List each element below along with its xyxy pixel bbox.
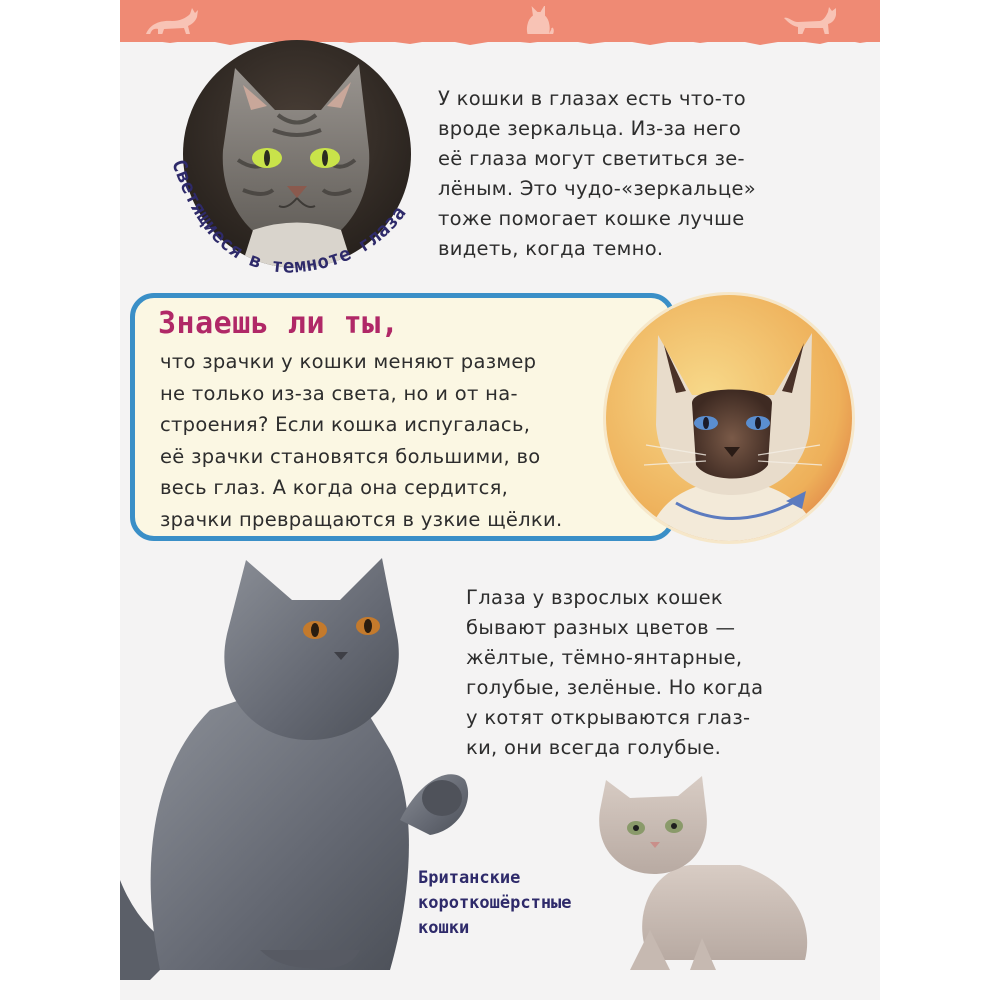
paragraph-line: видеть, когда темно. [438,237,664,260]
paragraph-line: жёлтые, тёмно-янтарные, [466,646,743,669]
breed-caption-line: Британские [418,868,521,888]
box-line: весь глаз. А когда она сердится, [160,476,509,499]
torn-paper-edge [120,34,880,48]
paragraph-line: её глаза могут светиться зе- [438,147,745,170]
breed-caption-line: короткошёрстные [418,893,572,913]
paragraph-line: У кошки в глазах есть что-то [438,87,746,110]
tabby-caption-text: Светящиеся в темноте глаза [167,156,411,278]
box-line: зрачки превращаются в узкие щёлки. [160,507,563,531]
paragraph-line: тоже помогает кошке лучше [438,207,745,230]
box-line: не только из-за света, но и от на- [160,381,518,405]
glowing-eyes-paragraph [438,84,790,264]
paragraph-line: ки, они всегда голубые. [466,736,722,759]
tabby-photo-caption [150,140,440,300]
did-you-know-heading: Знаешь ли ты, [158,306,400,341]
box-line: её зрачки становятся большими, во [160,444,541,468]
siamese-cat-illustration [603,292,855,544]
paragraph-line: голубые, зелёные. Но когда [466,676,764,699]
paragraph-line: бывают разных цветов — [466,616,736,639]
paragraph-line: у котят открываются глаз- [466,706,751,729]
box-line: строения? Если кошка испугалась, [160,413,531,436]
eye-colors-paragraph [466,583,791,763]
british-kitten-photo [590,770,820,980]
svg-text:Светящиеся в темноте глаза [167,157,411,278]
paragraph-line: вроде зеркальца. Из-за него [438,117,742,140]
box-line: что зрачки у кошки меняют размер [160,350,537,373]
paragraph-line: Глаза у взрослых кошек [466,586,723,609]
breed-caption-line: кошки [418,918,470,938]
did-you-know-text [160,346,600,535]
breed-caption [418,866,572,941]
paragraph-line: лёным. Это чудо-«зеркальце» [438,177,756,200]
